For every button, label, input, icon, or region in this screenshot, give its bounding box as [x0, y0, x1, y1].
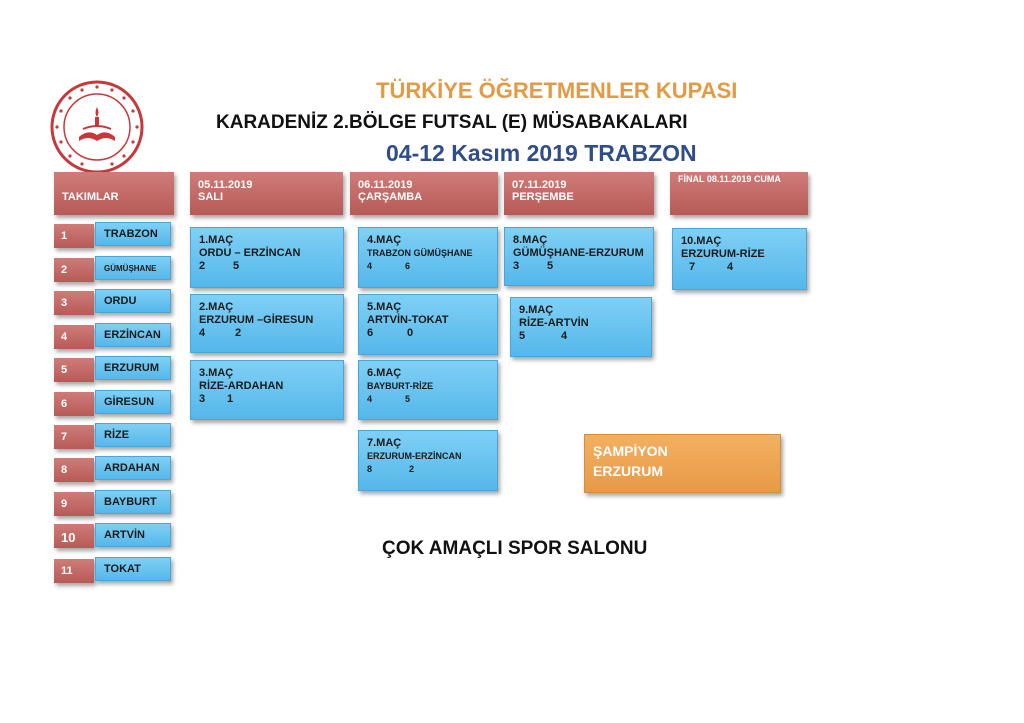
match-score — [199, 327, 335, 340]
match-card-1 — [190, 227, 344, 288]
score-away: 0 — [407, 327, 414, 339]
team-name: ERZURUM — [95, 356, 171, 380]
score-away: 2 — [235, 327, 242, 339]
day3-date: 07.11.2019 — [512, 179, 567, 191]
score-away: 5 — [405, 394, 411, 404]
score-away: 2 — [409, 464, 415, 474]
score-home: 2 — [199, 260, 206, 272]
ministry-seal-logo — [49, 79, 145, 175]
team-name: GÜMÜŞHANE — [95, 256, 171, 280]
score-away: 4 — [727, 261, 734, 273]
day1-header — [190, 172, 343, 215]
event-dates: 04-12 Kasım 2019 TRABZON — [386, 140, 697, 166]
day2-date: 06.11.2019 — [358, 179, 413, 191]
day2-day: ÇARŞAMBA — [358, 191, 423, 203]
team-name: ORDU — [95, 289, 171, 313]
match-title: 5.MAÇ — [367, 301, 402, 313]
match-teams: ERZURUM-ERZİNCAN — [367, 451, 462, 461]
score-away: 5 — [547, 260, 554, 272]
match-score — [367, 463, 489, 476]
team-number: 11 — [54, 559, 94, 583]
team-number: 2 — [54, 258, 94, 282]
score-away: 5 — [233, 260, 240, 272]
team-number: 4 — [54, 325, 94, 349]
match-card-5 — [358, 294, 498, 355]
match-title: 3.MAÇ — [199, 367, 234, 379]
score-away: 4 — [561, 330, 568, 342]
match-card-10 — [672, 228, 807, 290]
day3-header — [504, 172, 654, 215]
match-card-2 — [190, 294, 344, 353]
match-card-6 — [358, 360, 498, 420]
match-score — [513, 260, 645, 273]
final-header — [670, 172, 808, 215]
match-teams: BAYBURT-RİZE — [367, 381, 434, 391]
match-card-4 — [358, 227, 498, 288]
page-subtitle: KARADENİZ 2.BÖLGE FUTSAL (E) MÜSABAKALARI — [216, 112, 688, 133]
match-teams: GÜMÜŞHANE-ERZURUM — [513, 247, 644, 259]
score-away: 6 — [405, 261, 411, 271]
score-home: 7 — [689, 261, 696, 273]
day3-day: PERŞEMBE — [512, 191, 574, 203]
score-home: 5 — [519, 330, 526, 342]
match-title: 4.MAÇ — [367, 234, 402, 246]
match-score — [681, 261, 798, 274]
score-home: 4 — [367, 394, 373, 404]
score-home: 4 — [367, 261, 373, 271]
match-teams: RİZE-ARDAHAN — [199, 380, 284, 392]
score-home: 4 — [199, 327, 206, 339]
team-name: BAYBURT — [95, 490, 171, 514]
match-score — [367, 327, 489, 340]
match-score — [519, 330, 643, 343]
team-number: 8 — [54, 458, 94, 482]
final-date: 08.11.2019 — [706, 174, 752, 184]
team-number: 10 — [54, 524, 94, 548]
team-name: TOKAT — [95, 557, 171, 581]
match-score — [367, 393, 489, 406]
venue-label: ÇOK AMAÇLI SPOR SALONU — [382, 538, 648, 559]
score-home: 3 — [513, 260, 520, 272]
match-card-7 — [358, 430, 498, 491]
team-name: ARDAHAN — [95, 456, 171, 480]
teams-header — [54, 172, 174, 215]
match-score — [199, 260, 335, 273]
team-number: 1 — [54, 224, 94, 248]
match-card-9 — [510, 297, 652, 357]
match-teams: ARTVİN-TOKAT — [367, 314, 449, 326]
match-card-3 — [190, 360, 344, 420]
final-label: FİNAL — [678, 174, 705, 184]
match-title: 8.MAÇ — [513, 234, 548, 246]
day1-day: SALI — [198, 191, 224, 203]
match-title: 1.MAÇ — [199, 234, 234, 246]
team-name: ERZİNCAN — [95, 323, 171, 347]
champion-team: ERZURUM — [593, 463, 663, 479]
team-name: TRABZON — [95, 222, 171, 246]
team-name: RİZE — [95, 423, 171, 447]
match-title: 10.MAÇ — [681, 235, 722, 247]
match-teams: ERZURUM –GİRESUN — [199, 314, 314, 326]
team-number: 3 — [54, 291, 94, 315]
day2-header — [350, 172, 498, 215]
champion-label: ŞAMPİYON — [593, 443, 668, 459]
day1-date: 05.11.2019 — [198, 179, 253, 191]
team-name: GİRESUN — [95, 390, 171, 414]
team-number: 9 — [54, 492, 94, 516]
match-teams: ERZURUM-RİZE — [681, 248, 765, 260]
team-number: 5 — [54, 358, 94, 382]
match-title: 7.MAÇ — [367, 437, 402, 449]
score-home: 6 — [367, 327, 374, 339]
teams-header-label: TAKIMLAR — [62, 191, 119, 203]
match-title: 2.MAÇ — [199, 301, 234, 313]
match-score — [199, 393, 335, 406]
page-title: TÜRKİYE ÖĞRETMENLER KUPASI — [376, 78, 738, 103]
team-name: ARTVİN — [95, 523, 171, 547]
team-number: 6 — [54, 392, 94, 416]
final-day: CUMA — [753, 174, 781, 184]
champion-box — [584, 434, 781, 493]
match-score — [367, 260, 489, 273]
score-home: 3 — [199, 393, 206, 405]
score-away: 1 — [227, 393, 234, 405]
score-home: 8 — [367, 464, 373, 474]
match-teams: RİZE-ARTVİN — [519, 317, 589, 329]
match-card-8 — [504, 227, 654, 286]
match-title: 6.MAÇ — [367, 367, 402, 379]
match-teams: ORDU – ERZİNCAN — [199, 247, 301, 259]
team-number: 7 — [54, 425, 94, 449]
match-teams: TRABZON GÜMÜŞHANE — [367, 248, 473, 258]
match-title: 9.MAÇ — [519, 304, 554, 316]
